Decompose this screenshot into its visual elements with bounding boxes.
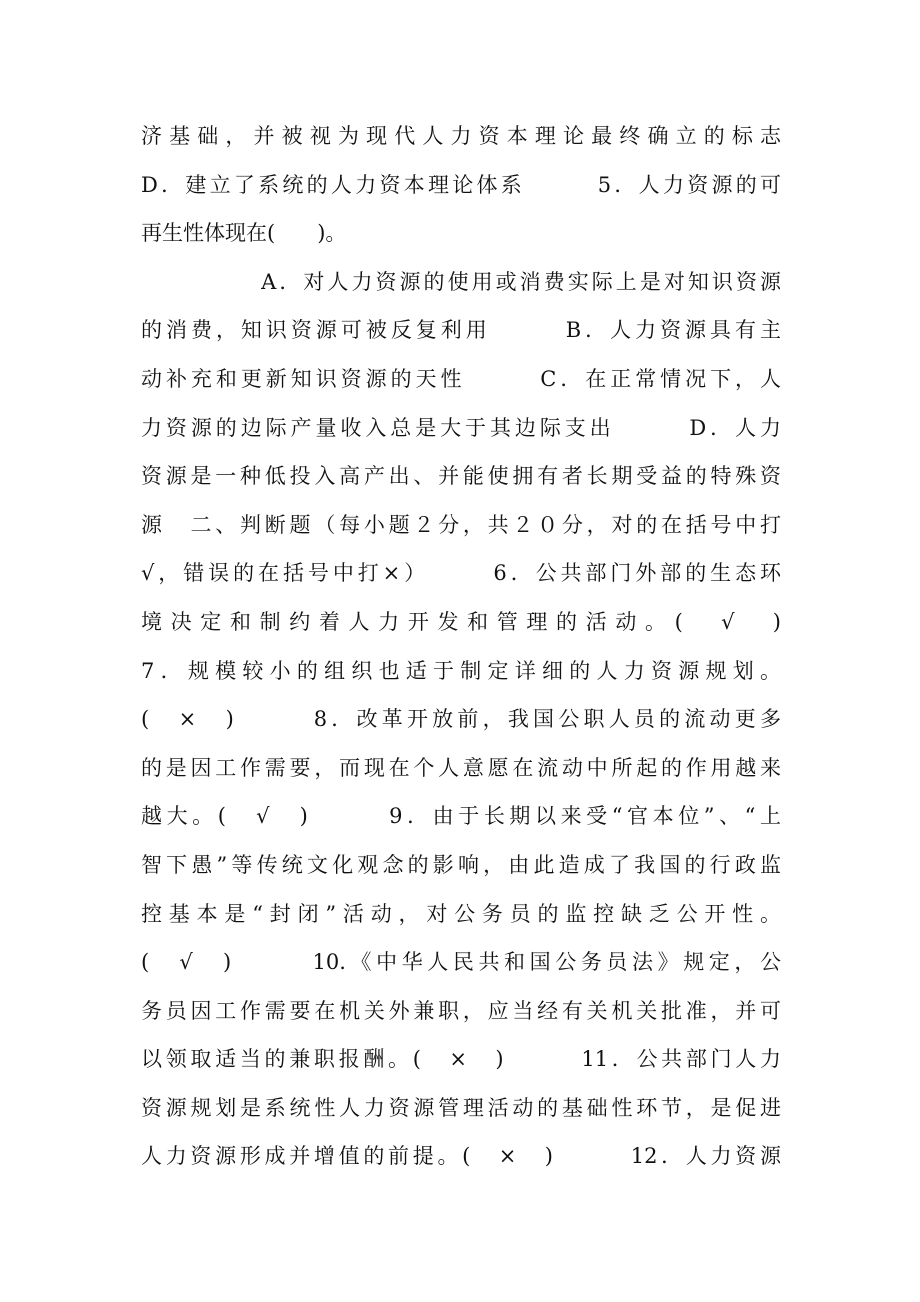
text-line: 7．规模较小的组织也适于制定详细的人力资源规划。 — [141, 658, 781, 683]
text-line: 人力资源形成并增值的前提。( × ) 12．人力资源 — [141, 1144, 781, 1169]
text-line: ( √ ) 10.《中华人民共和国公务员法》规定，公 — [141, 950, 781, 975]
text-line: 控基本是“封闭”活动，对公务员的监控缺乏公开性。 — [141, 901, 781, 926]
text-line: 动补充和更新知识资源的天性 C．在正常情况下，人 — [141, 366, 781, 391]
text-line: 再生性体现在( )。 — [141, 221, 347, 246]
text-line: 以领取适当的兼职报酬。( × ) 11．公共部门人力 — [141, 1047, 781, 1072]
text-line: 务员因工作需要在机关外兼职，应当经有关机关批准，并可 — [141, 998, 781, 1023]
text-line: 智下愚”等传统文化观念的影响，由此造成了我国的行政监 — [141, 852, 781, 877]
text-line: 境决定和制约着人力开发和管理的活动。( √ ) — [141, 609, 781, 634]
text-line: 的是因工作需要，而现在个人意愿在流动中所起的作用越来 — [141, 755, 781, 780]
text-line: D．建立了系统的人力资本理论体系 5．人力资源的可 — [141, 172, 781, 197]
text-line: 越大。( √ ) 9．由于长期以来受“官本位”、“上 — [141, 804, 781, 829]
text-line: 济基础，并被视为现代人力资本理论最终确立的标志 — [141, 124, 781, 148]
text-line: A．对人力资源的使用或消费实际上是对知识资源 — [141, 269, 781, 294]
document-body — [141, 112, 781, 1181]
text-line: ( × ) 8．改革开放前，我国公职人员的流动更多 — [141, 707, 781, 732]
text-line: 资源是一种低投入高产出、并能使拥有者长期受益的特殊资 — [141, 464, 781, 489]
text-line: 资源规划是系统性人力资源管理活动的基础性环节，是促进 — [141, 1095, 781, 1120]
text-line: 力资源的边际产量收入总是大于其边际支出 D．人力 — [141, 415, 781, 440]
text-line: √，错误的在括号中打×） 6．公共部门外部的生态环 — [141, 561, 781, 586]
text-line: 的消费，知识资源可被反复利用 B．人力资源具有主 — [141, 318, 781, 343]
text-line: 源 二、判断题（每小题２分，共２０分，对的在括号中打 — [141, 512, 781, 537]
